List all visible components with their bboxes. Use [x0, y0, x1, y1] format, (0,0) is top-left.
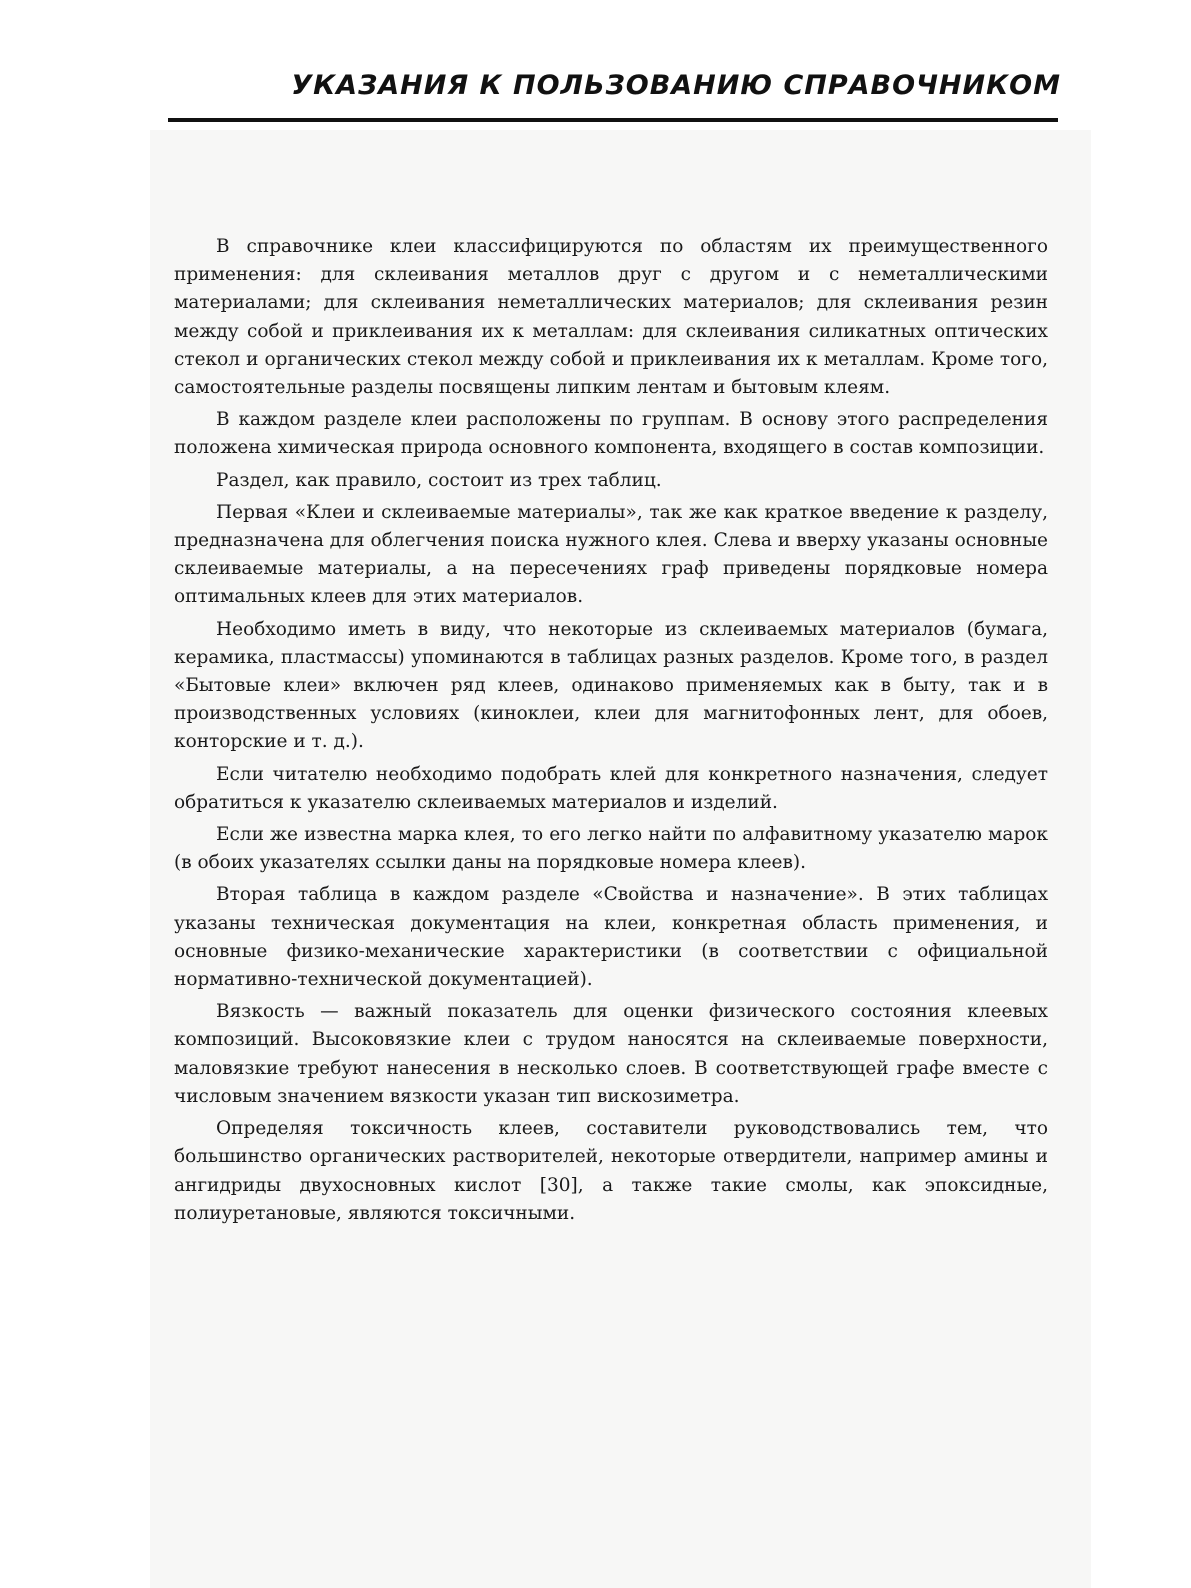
header-rule	[168, 118, 1058, 122]
paragraph: Вязкость — важный показатель для оценки физического состояния клеевых композиций. Высоковязкие клеи с трудом наносятся на склеиваемые поверхности, маловязкие требуют нанесения в несколько слоев. В соответствующей графе вместе с числовым значением вязкости указан тип вискозиметра.	[174, 1001, 1048, 1107]
paragraph: Необходимо иметь в виду, что некоторые из склеиваемых материалов (бумага, керамика, пластмассы) упоминаются в таблицах разных разделов. Кроме того, в раздел «Бытовые клеи» включен ряд клеев, одинаково применяемых как в быту, так и в производственных условиях (киноклеи, клеи для магнитофонных лент, для обоев, конторские и т. д.).	[174, 618, 1048, 753]
body-text	[174, 233, 1048, 1232]
paragraph: Вторая таблица в каждом разделе «Свойства и назначение». В этих таблицах указаны техническая документация на клеи, конкретная область применения, и основные физико-механические характеристики (в соответствии с официальной нормативно-технической документацией).	[174, 884, 1048, 991]
paragraph: Первая «Клеи и склеиваемые материалы», так же как краткое введение к разделу, предназначена для облегчения поиска нужного клея. Слева и вверху указаны основные склеиваемые материалы, а на пересечениях граф приведены порядковые номера оптимальных клеев для этих материалов.	[174, 501, 1048, 608]
paragraph: Если же известна марка клея, то его легко найти по алфавитному указателю марок (в обоих указателях ссылки даны на порядковые номера клеев).	[174, 824, 1048, 874]
paragraph: Раздел, как правило, состоит из трех таблиц.	[216, 469, 662, 491]
paragraph: В справочнике клеи классифицируются по областям их преимущественного применения: для склеивания металлов друг с другом и с неметаллическими материалами; для склеивания неметаллических материалов; для склеивания резин между собой и приклеивания их к металлам: для склеивания силикатных оптических стекол и органических стекол между собой и приклеивания их к металлам. Кроме того, самостоятельные разделы посвящены липким лентам и бытовым клеям.	[174, 236, 1048, 399]
paragraph: Определяя токсичность клеев, составители руководствовались тем, что большинство органических растворителей, некоторые отвердители, например амины и ангидриды двухосновных кислот [30], а также такие смолы, как эпоксидные, полиуретановые, являются токсичными.	[174, 1118, 1048, 1224]
section-title: УКАЗАНИЯ К ПОЛЬЗОВАНИЮ СПРАВОЧНИКОМ	[291, 70, 1061, 101]
paragraph: Если читателю необходимо подобрать клей для конкретного назначения, следует обратиться к указателю склеиваемых материалов и изделий.	[174, 763, 1048, 813]
paragraph: В каждом разделе клеи расположены по группам. В основу этого распределения положена химическая природа основного компонента, входящего в состав композиции.	[174, 409, 1048, 459]
